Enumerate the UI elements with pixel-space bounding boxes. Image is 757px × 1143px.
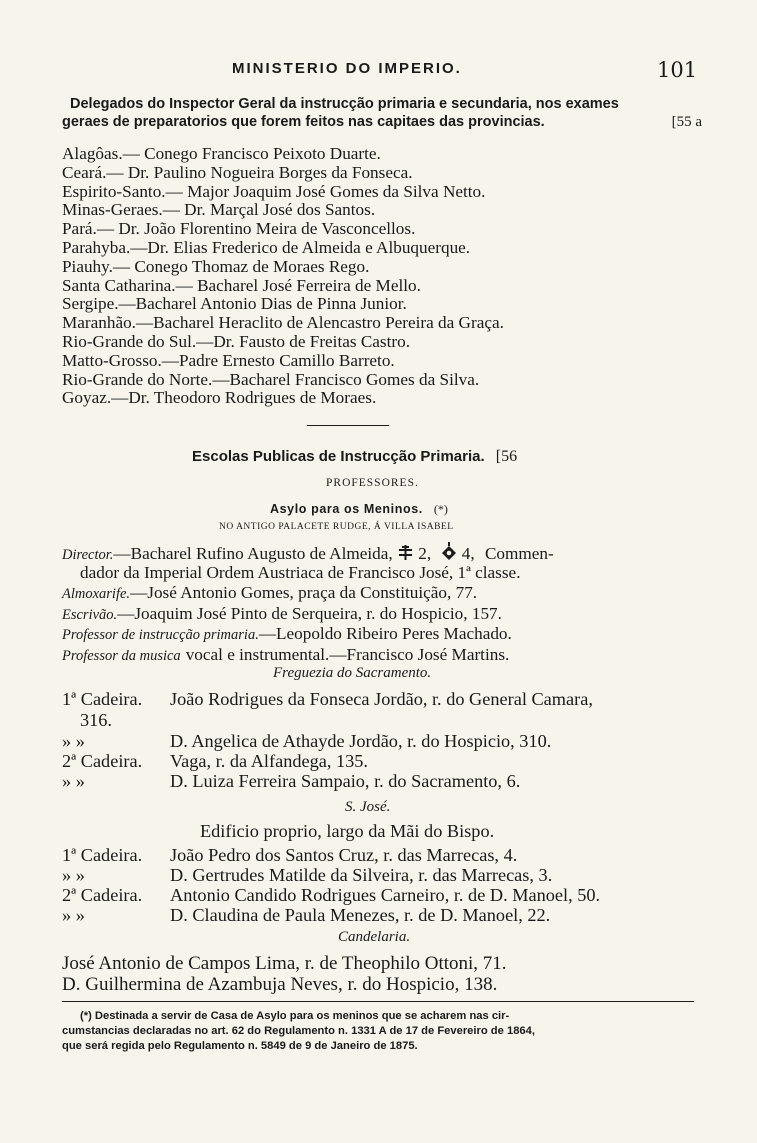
delegate-entry: Goyaz.—Dr. Theodoro Rodrigues de Moraes. bbox=[62, 388, 377, 408]
staff-text: —Leopoldo Ribeiro Peres Machado. bbox=[258, 624, 512, 643]
delegate-entry: Sergipe.—Bacharel Antonio Dias de Pinna Junior. bbox=[62, 294, 407, 314]
staff-entry bbox=[62, 645, 509, 665]
staff-entry bbox=[62, 583, 477, 603]
parish-candelaria-title: Candelaria. bbox=[338, 929, 411, 945]
chair-label: 1ª Cadeira. bbox=[62, 689, 143, 709]
staff-text: —José Antonio Gomes, praça da Constituição, 77. bbox=[130, 583, 478, 602]
teacher-text: D. Luiza Ferreira Sampaio, r. do Sacramento, 6. bbox=[170, 771, 521, 791]
staff-entry bbox=[62, 624, 512, 644]
schools-heading bbox=[192, 446, 517, 466]
sjose-row bbox=[62, 845, 517, 866]
sjose-row bbox=[62, 885, 600, 906]
staff-text: vocal e instrumental.—Francisco José Martins. bbox=[185, 644, 510, 664]
schools-heading-text: Escolas Publicas de Instrucção Primaria. bbox=[192, 448, 485, 465]
candelaria-row: D. Guilhermina de Azambuja Neves, r. do Hospicio, 138. bbox=[62, 974, 498, 995]
director-text: —Bacharel Rufino Augusto de Almeida, bbox=[113, 544, 393, 563]
sacramento-row3 bbox=[62, 751, 368, 772]
chair-label: » » bbox=[62, 865, 85, 885]
delegate-entry: Minas-Geraes.— Dr. Marçal José dos Santos. bbox=[62, 200, 376, 220]
staff-entry bbox=[62, 604, 502, 624]
teacher-text: D. Gertrudes Matilde da Silveira, r. das Marrecas, 3. bbox=[170, 865, 553, 885]
director-cross-count: 2, bbox=[418, 544, 432, 563]
teacher-text: D. Angelica de Athayde Jordão, r. do Hospicio, 310. bbox=[170, 731, 552, 751]
delegate-entry: Pará.— Dr. João Florentino Meira de Vasconcellos. bbox=[62, 219, 416, 239]
sacramento-row2 bbox=[62, 731, 551, 752]
sjose-row bbox=[62, 905, 550, 926]
teacher-text: Antonio Candido Rodrigues Carneiro, r. de D. Manoel, 50. bbox=[170, 885, 601, 905]
delegates-heading-line2 bbox=[62, 114, 702, 131]
schools-heading-ref: [56 bbox=[495, 448, 518, 465]
page-number: 101 bbox=[657, 58, 698, 82]
delegates-heading-ref: [55 a bbox=[671, 114, 702, 130]
chair-label: » » bbox=[62, 731, 85, 751]
candelaria-row: José Antonio de Campos Lima, r. de Theophilo Ottoni, 71. bbox=[62, 953, 507, 974]
director-line2: dador da Imperial Ordem Austriaca de Francisco José, 1ª classe. bbox=[80, 563, 521, 582]
delegate-entry: Ceará.— Dr. Paulino Nogueira Borges da Fonseca. bbox=[62, 162, 413, 182]
footnote-rule bbox=[62, 1001, 694, 1002]
delegate-entry: Santa Catharina.— Bacharel José Ferreira de Mello. bbox=[62, 275, 421, 295]
parish-sjose-title: S. José. bbox=[345, 799, 391, 815]
footnote-line1: (*) Destinada a servir de Casa de Asylo para os meninos que se acharem nas cir- bbox=[80, 1010, 510, 1022]
sacramento-row4 bbox=[62, 771, 520, 792]
sacramento-row1-cont: 316. bbox=[80, 710, 112, 730]
delegates-heading-line1: Delegados do Inspector Geral da instrucção primaria e secundaria, nos exames bbox=[70, 96, 619, 112]
delegate-entry: Parahyba.—Dr. Elias Frederico de Almeida e Albuquerque. bbox=[62, 238, 471, 257]
asylum-location: NO ANTIGO PALACETE RUDGE, Á VILLA ISABEL bbox=[219, 522, 454, 532]
chair-label: » » bbox=[62, 771, 85, 791]
delegate-entry: Alagôas.— Conego Francisco Peixoto Duarte. bbox=[62, 144, 381, 163]
footnote-line3: que será regida pelo Regulamento n. 5849 de 9 de Janeiro de 1875. bbox=[62, 1040, 418, 1052]
chair-label: 2ª Cadeira. bbox=[62, 885, 143, 905]
separator-rule bbox=[307, 425, 389, 426]
delegate-entry: Maranhão.—Bacharel Heraclito de Alencastro Pereira da Graça. bbox=[62, 313, 504, 333]
professors-subheading: PROFESSORES. bbox=[326, 477, 419, 489]
sacramento-row1 bbox=[62, 689, 702, 710]
staff-role: Escrivão. bbox=[62, 606, 118, 623]
teacher-text: D. Claudina de Paula Menezes, r. de D. Manoel, 22. bbox=[170, 905, 551, 925]
director-label: Director. bbox=[62, 547, 114, 563]
delegate-entry: Rio-Grande do Norte.—Bacharel Francisco Gomes da Silva. bbox=[62, 369, 480, 389]
delegate-entry: Piauhy.— Conego Thomaz de Moraes Rego. bbox=[62, 256, 370, 276]
teacher-text: Vaga, r. da Alfandega, 135. bbox=[170, 751, 368, 771]
staff-role: Professor de instrucção primaria. bbox=[62, 627, 259, 643]
director-text-end: Commen- bbox=[484, 544, 554, 563]
staff-role: Almoxarife. bbox=[62, 586, 131, 602]
delegate-entry: Rio-Grande do Sul.—Dr. Fausto de Freitas Castro. bbox=[62, 332, 411, 351]
staff-text: —Joaquim José Pinto de Serqueira, r. do Hospicio, 157. bbox=[117, 603, 502, 623]
chair-label: 1ª Cadeira. bbox=[62, 845, 143, 865]
delegate-entry: Matto-Grosso.—Padre Ernesto Camillo Barreto. bbox=[62, 350, 395, 370]
delegates-heading-text: geraes de preparatorios que forem feitos nas capitaes das provincias. bbox=[62, 114, 545, 130]
sjose-building: Edificio proprio, largo da Mãi do Bispo. bbox=[200, 821, 495, 841]
teacher-text: João Pedro dos Santos Cruz, r. das Marrecas, 4. bbox=[170, 845, 518, 865]
footnote-line2: cumstancias declaradas no art. 62 do Regulamento n. 1331 A de 17 de Fevereiro de 1864, bbox=[62, 1025, 535, 1037]
asylum-title bbox=[270, 498, 448, 517]
staff-role: Professor da musica bbox=[62, 647, 181, 664]
running-title: MINISTERIO DO IMPERIO. bbox=[232, 60, 462, 77]
delegate-entry: Espirito-Santo.— Major Joaquim José Gomes da Silva Netto. bbox=[62, 181, 486, 201]
teacher-text: João Rodrigues da Fonseca Jordão, r. do General Camara, bbox=[170, 689, 593, 709]
chair-label: » » bbox=[62, 905, 85, 925]
asylum-note-mark: (*) bbox=[433, 502, 448, 516]
asylum-title-text: Asylo para os Meninos. bbox=[270, 502, 423, 516]
sjose-row bbox=[62, 865, 552, 886]
director-medal-count: 4, bbox=[461, 544, 475, 563]
chair-label: 2ª Cadeira. bbox=[62, 751, 143, 771]
parish-sacramento-title: Freguezia do Sacramento. bbox=[273, 665, 432, 681]
